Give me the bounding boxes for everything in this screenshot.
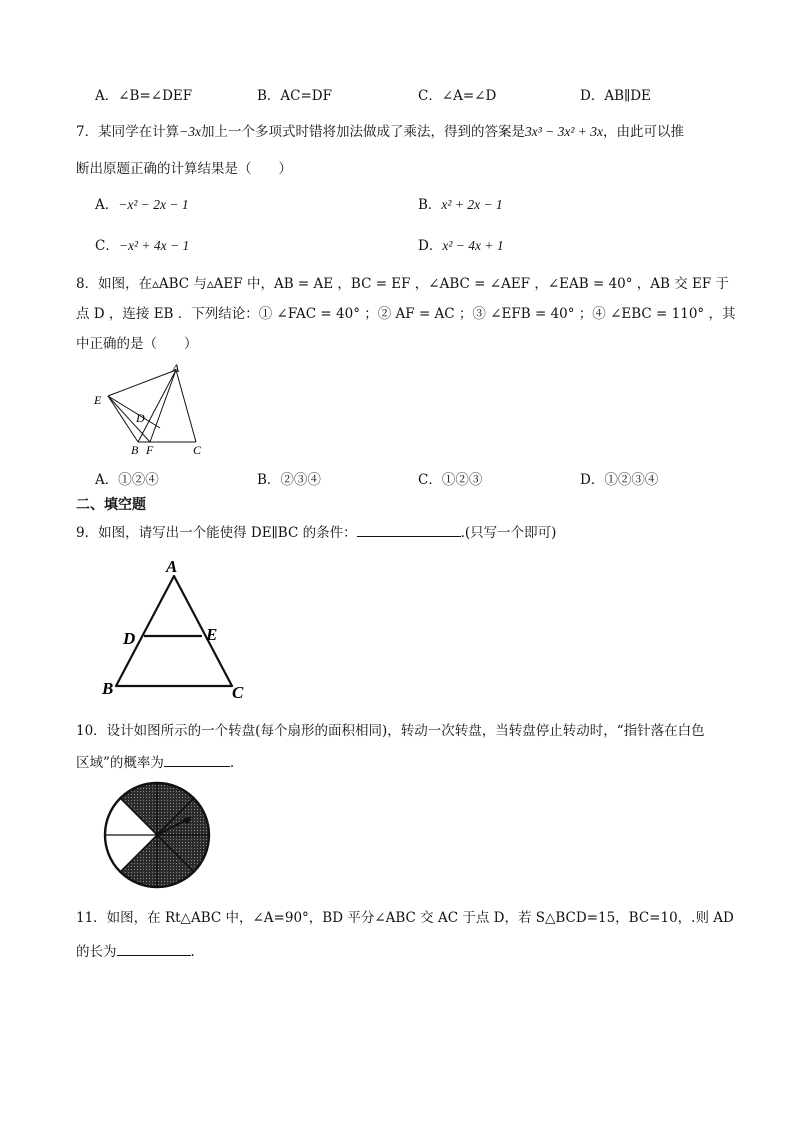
q7-answer-expr: 3x³ − 3x² + 3x <box>524 124 603 139</box>
q7-option-c-label: C． <box>95 238 119 254</box>
q7-option-d-label: D． <box>418 238 443 254</box>
q11-stem-prefix: 的长为 <box>76 944 117 960</box>
q7-option-a-label: A． <box>95 197 119 213</box>
q6-option-b[interactable]: B．AC=DF <box>257 88 333 104</box>
q10-stem-line1: 10．设计如图所示的一个转盘(每个扇形的面积相同)，转动一次转盘，当转盘停止转动时，“指针落在白色 <box>76 723 705 739</box>
q8-stem-line1: 8．如图，在▵ABC 与▵AEF 中，AB = AE ，BC = EF ，∠ABC = ∠AEF ，∠EAB = 40° ，AB 交 EF 于 <box>76 276 730 292</box>
q7-option-a-expr: −x² − 2x − 1 <box>118 197 189 212</box>
q7-option-b-label: B． <box>418 197 442 213</box>
q10-spinner-figure <box>100 778 214 892</box>
q10-sector-shaded-4 <box>120 835 157 887</box>
q9-label-e: E <box>206 625 218 644</box>
q10-sector-shaded-1 <box>120 783 157 835</box>
q8-seg-ae <box>108 370 176 396</box>
q9-figure <box>96 556 256 702</box>
q9-answer-blank[interactable] <box>357 524 461 537</box>
q7-option-d-expr: x² − 4x + 1 <box>442 238 504 253</box>
q8-label-c: C <box>193 443 202 457</box>
q7-option-a[interactable] <box>95 193 189 213</box>
q8-option-a[interactable]: A．①②④ <box>95 472 159 488</box>
q7-option-c[interactable] <box>95 234 189 254</box>
q7-stem-line2: 断出原题正确的计算结果是（ ） <box>76 161 292 177</box>
q6-option-c[interactable]: C．∠A=∠D <box>418 88 497 104</box>
q9-label-c: C <box>232 683 244 702</box>
q7-stem-prefix: 7．某同学在计算 <box>76 124 180 140</box>
q9-label-b: B <box>102 679 114 698</box>
q8-seg-af <box>150 370 176 442</box>
q8-figure <box>86 360 216 460</box>
q10-stem-suffix: . <box>229 755 235 771</box>
q11-stem-line1: 11．如图，在 Rt△ABC 中，∠A=90°，BD 平分∠ABC 交 AC 于点 D，若 S△BCD=15，BC=10，.则 AD <box>76 910 734 926</box>
q8-option-d[interactable]: D．①②③④ <box>580 472 659 488</box>
q7-option-d[interactable] <box>418 234 504 254</box>
q8-option-b[interactable]: B．②③④ <box>257 472 321 488</box>
q6-option-a[interactable]: A．∠B=∠DEF <box>95 88 193 104</box>
q10-stem-prefix: 区域”的概率为 <box>76 755 164 771</box>
q7-option-b-expr: x² + 2x − 1 <box>441 197 503 212</box>
q9-stem <box>76 521 556 541</box>
q8-label-e: E <box>94 393 102 407</box>
q8-label-a: A <box>172 361 180 375</box>
q6-option-d[interactable]: D．AB∥DE <box>580 88 651 104</box>
q8-seg-e-inner <box>108 396 160 428</box>
section-title-fill-in: 二、填空题 <box>76 497 146 513</box>
q11-stem-suffix: . <box>190 944 195 960</box>
q11-stem-line2 <box>76 940 195 960</box>
q9-label-d: D <box>123 629 136 648</box>
q7-term: −3x <box>179 124 201 139</box>
q8-stem-line3: 中正确的是（ ） <box>76 336 198 352</box>
q8-label-b: B <box>131 443 139 457</box>
q7-stem-mid: 加上一个多项式时错将加法做成了乘法，得到的答案是 <box>200 124 525 140</box>
q8-seg-eb <box>108 396 138 442</box>
q7-option-b[interactable] <box>418 193 503 213</box>
q9-stem-prefix: 9．如图，请写出一个能使得 DE∥BC 的条件： <box>76 525 357 541</box>
q7-stem-suffix: ，由此可以推 <box>603 124 684 140</box>
q10-stem-line2 <box>76 751 234 771</box>
q8-label-d: D <box>136 411 145 425</box>
q8-seg-ac <box>176 370 196 442</box>
q11-answer-blank[interactable] <box>117 943 191 956</box>
q9-label-a: A <box>166 557 178 576</box>
q10-answer-blank[interactable] <box>164 754 230 767</box>
q8-seg-ab <box>138 370 176 442</box>
q8-label-f: F <box>146 443 154 457</box>
q7-option-c-expr: −x² + 4x − 1 <box>118 238 190 253</box>
q9-stem-suffix: .(只写一个即可) <box>460 525 557 541</box>
q8-option-c[interactable]: C．①②③ <box>418 472 483 488</box>
q8-stem-line2: 点 D ，连接 EB ．下列结论：① ∠FAC = 40° ；② AF = AC ；③ ∠EFB = 40° ；④ ∠EBC = 110° ，其 <box>76 306 736 322</box>
q7-stem-line1 <box>76 120 684 140</box>
